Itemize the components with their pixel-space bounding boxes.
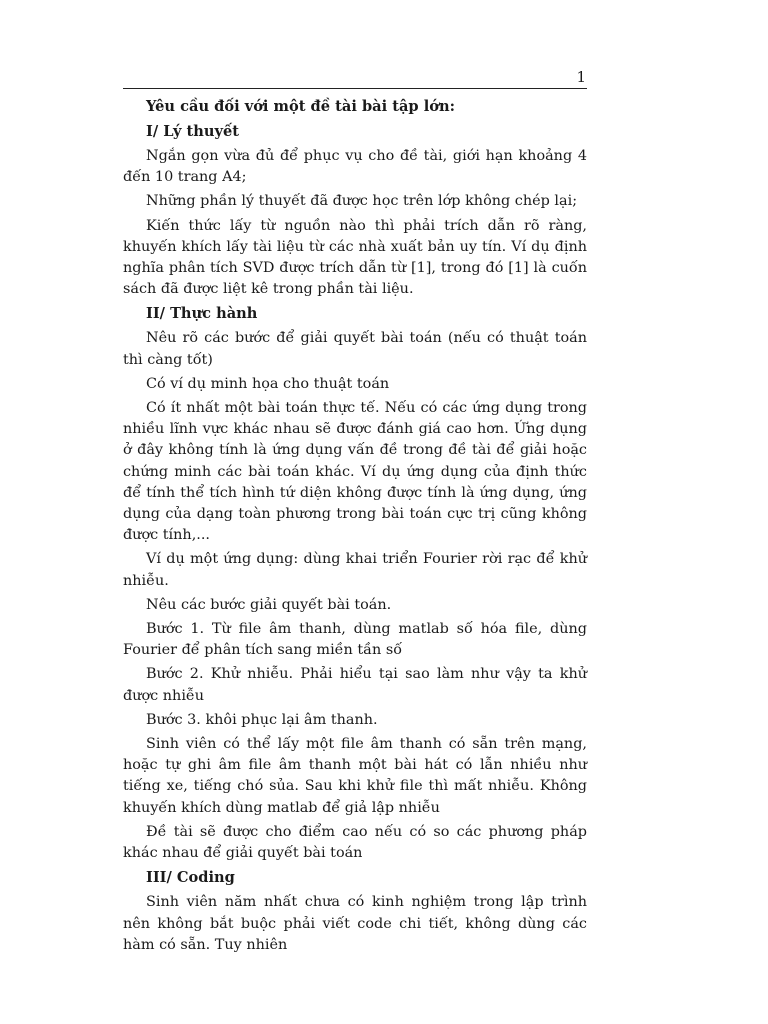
- paragraph: Đề tài sẽ được cho điểm cao nếu có so các phương pháp khác nhau để giải quyết bài toán: [123, 823, 587, 862]
- page-header: [123, 64, 587, 89]
- section-heading-practice: II/ Thực hành: [146, 305, 258, 323]
- paragraph: Có ít nhất một bài toán thực tế. Nếu có các ứng dụng trong nhiều lĩnh vực khác nhau sẽ được đánh giá cao hơn. Ứng dụng ở đây không tính là ứng dụng vấn đề trong đề tài để giải hoặc chứng minh các bài toán khác. Ví dụ ứng dụng của định thức để tính thể tích hình tứ diện không được tính là ứng dụng, ứng dụng của dạng toàn phương trong bài toán cực trị cũng không được tính,...: [123, 400, 587, 544]
- section-heading-coding: III/ Coding: [146, 869, 235, 887]
- paragraph: Kiến thức lấy từ nguồn nào thì phải trích dẫn rõ ràng, khuyến khích lấy tài liệu từ các nhà xuất bản uy tín. Ví dụ định nghĩa phân tích SVD được trích dẫn từ [1], trong đó [1] là cuốn sách đã được liệt kê trong phần tài liệu.: [123, 217, 587, 298]
- step-paragraph: Bước 1. Từ file âm thanh, dùng matlab số hóa file, dùng Fourier để phân tích sang miền tần số: [123, 621, 587, 659]
- step-paragraph: Bước 2. Khử nhiễu. Phải hiểu tại sao làm như vậy ta khử được nhiễu: [123, 666, 587, 704]
- paragraph: Sinh viên năm nhất chưa có kinh nghiệm trong lập trình nên không bắt buộc phải viết code chi tiết, không dùng các hàm có sẵn. Tuy nhiên: [123, 894, 587, 953]
- paragraph: Nêu rõ các bước để giải quyết bài toán (nếu có thuật toán thì càng tốt): [123, 330, 587, 368]
- paragraph: Có ví dụ minh họa cho thuật toán: [146, 375, 390, 392]
- step-paragraph: Bước 3. khôi phục lại âm thanh.: [146, 711, 378, 728]
- paragraph: Ngắn gọn vừa đủ để phục vụ cho đề tài, giới hạn khoảng 4 đến 10 trang A4;: [123, 148, 587, 186]
- paragraph: Sinh viên có thể lấy một file âm thanh có sẵn trên mạng, hoặc tự ghi âm file âm thanh một bài hát có lẫn nhiều như tiếng xe, tiếng chó sủa. Sau khi khử file thì mất nhiễu. Không khuyến khích dùng matlab để giả lập nhiễu: [123, 736, 587, 816]
- section-heading-theory: I/ Lý thuyết: [146, 123, 240, 140]
- page-content: [123, 96, 587, 959]
- document-title: Yêu cầu đối với một đề tài bài tập lớn:: [146, 98, 455, 115]
- paragraph: Những phần lý thuyết đã được học trên lớp không chép lại;: [146, 193, 578, 210]
- paragraph: Ví dụ một ứng dụng: dùng khai triển Fourier rời rạc để khử nhiễu.: [123, 551, 587, 589]
- page-number: 1: [576, 68, 586, 86]
- paragraph: Nêu các bước giải quyết bài toán.: [146, 596, 392, 613]
